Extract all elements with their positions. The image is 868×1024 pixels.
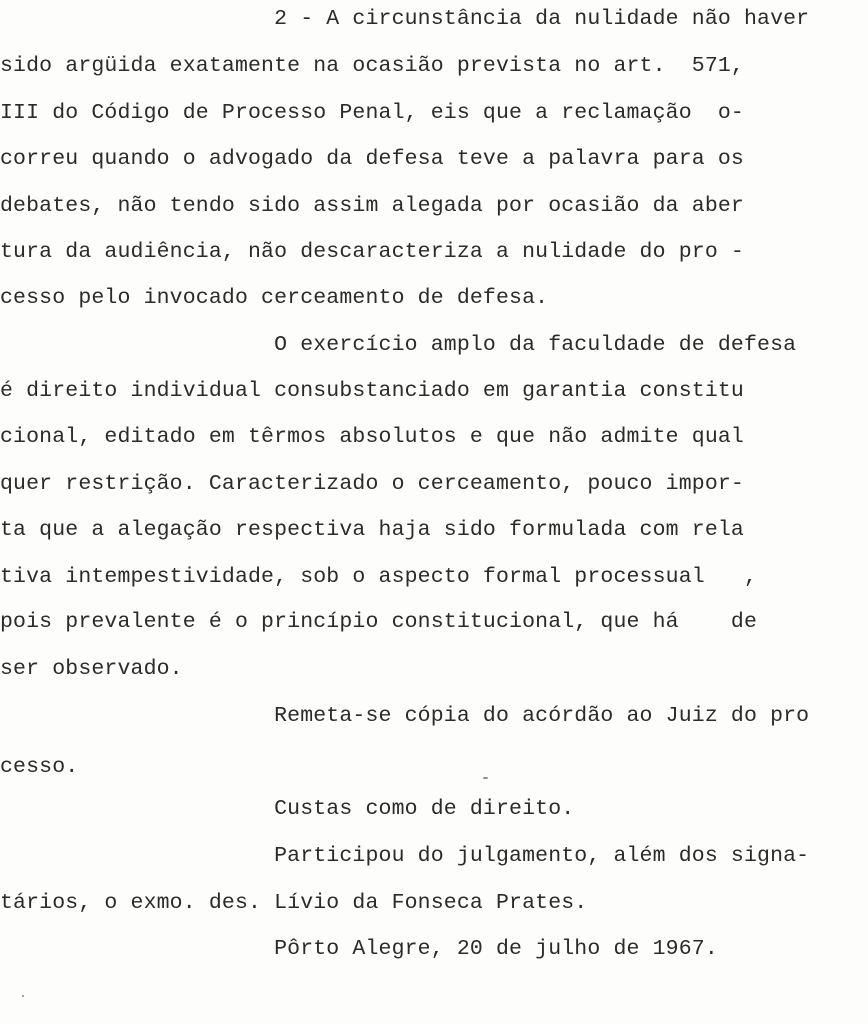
text-line-3: III do Código de Processo Penal, eis que a reclamação o- (0, 101, 744, 125)
text-line-19: Participou do julgamento, além dos signa- (0, 844, 810, 868)
paper-speck (483, 777, 488, 779)
text-line-6: tura da audiência, não descaracteriza a nulidade do pro - (0, 240, 744, 264)
text-line-9: é direito individual consubstanciado em garantia constitu (0, 379, 744, 403)
text-line-11: quer restrição. Caracterizado o cerceamento, pouco impor- (0, 472, 744, 496)
text-line-12: ta que a alegação respectiva haja sido formulada com rela (0, 518, 744, 542)
text-line-5: debates, não tendo sido assim alegada por ocasião da aber (0, 194, 744, 218)
text-line-16: Remeta-se cópia do acórdão ao Juiz do pro (0, 704, 810, 728)
text-line-18: Custas como de direito. (0, 797, 575, 821)
text-line-17: cesso. (0, 755, 79, 779)
text-line-21: Pôrto Alegre, 20 de julho de 1967. (0, 937, 718, 961)
text-line-8: O exercício amplo da faculdade de defesa (0, 333, 797, 357)
text-line-10: cional, editado em têrmos absolutos e que não admite qual (0, 425, 744, 449)
text-line-2: sido argüida exatamente na ocasião prevista no art. 571, (0, 54, 744, 78)
paper-speck (22, 995, 24, 997)
text-line-13: tiva intempestividade, sob o aspecto formal processual , (0, 565, 758, 589)
text-line-1: 2 - A circunstância da nulidade não haver (0, 7, 810, 31)
text-line-20: tários, o exmo. des. Lívio da Fonseca Prates. (0, 891, 588, 915)
text-line-4: correu quando o advogado da defesa teve a palavra para os (0, 147, 744, 171)
text-line-14: pois prevalente é o princípio constitucional, que há de (0, 610, 758, 634)
text-line-15: ser observado. (0, 657, 183, 681)
text-line-7: cesso pelo invocado cerceamento de defesa. (0, 286, 549, 310)
